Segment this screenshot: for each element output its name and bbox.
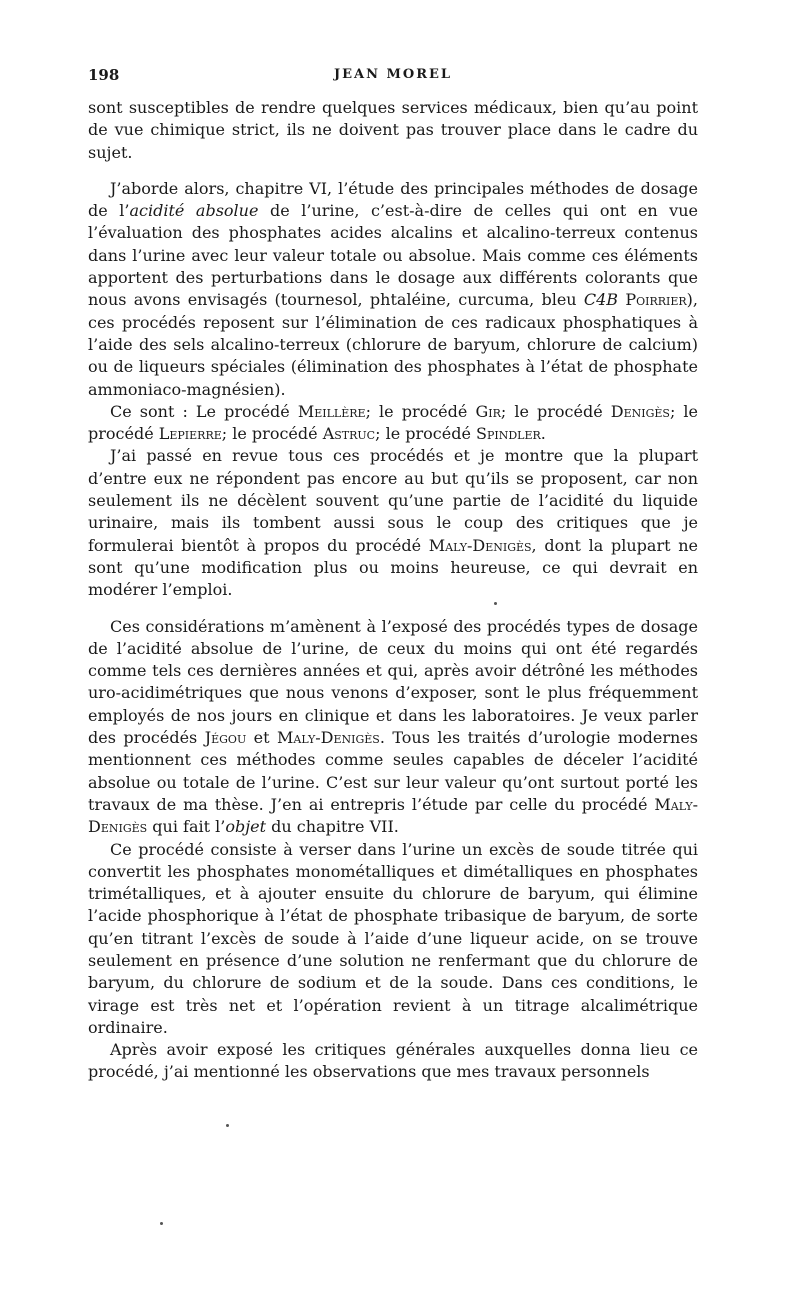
emphasis: acidité absolue [129, 201, 259, 221]
author-name: Lepierre [158, 424, 222, 444]
paper-speck [226, 1124, 229, 1127]
author-name: Poirrier [625, 290, 687, 310]
page-header [88, 66, 698, 88]
running-title: JEAN MOREL [333, 67, 453, 82]
author-name: Denigès [610, 401, 670, 421]
page-number: 198 [88, 66, 120, 84]
emphasis: C4B [583, 290, 619, 310]
paragraph: J’ai passé en revue tous ces procédés et je montre que la plupart d’entre eux ne répondent pas encore au but qu’ils se proposent, car non seulement ils ne décèlent souvent qu’une partie de l’acidité du liquide urinaire, mais ils tombent aussi sous le coup des critiques que je formulerai bientôt à propos du procédé Maly-Denigès, dont la plupart ne sont qu’une modification plus ou moins heureuse, ce qui devrait en modérer l’emploi. [88, 446, 698, 600]
paragraph: Ces considérations m’amènent à l’exposé des procédés types de dosage de l’acidité absolue de l’urine, de ceux du moins qui ont été regardés comme tels ces dernières années et qui, après avoir détrôné les méthodes uro-acidimétriques que nous venons d’exposer, sont le plus fréquemment employés de nos jours en clinique et dans les laboratoires. Je veux parler des procédés Jégou et Maly-Denigès. Tous les traités d’urologie modernes mentionnent ces méthodes comme seules capables de déceler l’acidité absolue ou totale de l’urine. C’est sur leur valeur qu’ont surtout porté les travaux de ma thèse. J’en ai entrepris l’étude par celle du procédé Maly-Denigès qui fait l’objet du chapitre VII. [88, 616, 699, 837]
author-name: Meillère [297, 401, 366, 421]
paper-speck [494, 602, 497, 605]
author-name: Gir [475, 401, 501, 421]
paragraph: Ce procédé consiste à verser dans l’urine un excès de soude titrée qui convertit les phosphates monométalliques et dimétalliques en phosphates trimétalliques, et à ajouter ensuite du chlorure de baryum, qui élimine l’acide phosphorique à l’état de phosphate tribasique de baryum, de sorte qu’en titrant l’excès de soude à l’aide d’une liqueur acide, on se trouve seulement en présence d’une solution ne renfermant que du chlorure de baryum, du chlorure de sodium et de la soude. Dans ces conditions, le virage est très net et l’opération revient à un titrage alcalimétrique ordinaire. [88, 839, 698, 1037]
paragraph: Après avoir exposé les critiques générales auxquelles donna lieu ce procédé, j’ai mentionné les observations que mes travaux personnels [88, 1040, 698, 1082]
paragraph: sont susceptibles de rendre quelques services médicaux, bien qu’au point de vue chimique strict, ils ne doivent pas trouver place dans le cadre du sujet. [88, 98, 698, 162]
paper-speck [160, 1222, 163, 1225]
author-name: Spindler [476, 424, 541, 444]
author-name: Astruc [322, 424, 376, 444]
paragraph: J’aborde alors, chapitre VI, l’étude des principales méthodes de dosage de l’acidité absolue de l’urine, c’est-à-dire de celles qui ont en vue l’évaluation des phosphates acides alcalins et alcalino-terreux contenus dans l’urine avec leur valeur totale ou absolue. Mais comme ces éléments apportent des perturbations dans le dosage aux différents colorants que nous avons envisagés (tournesol, phtaléine, curcuma, bleu C4B Poirrier), ces procédés reposent sur l’élimination de ces radicaux phosphatiques à l’aide des sels alcalino-terreux (chlorure de baryum, chlorure de calcium) ou de liqueurs spéciales (élimination des phosphates à l’état de phosphate ammoniaco-magnésien). [88, 178, 698, 399]
author-name: Jégou [204, 728, 247, 748]
emphasis: objet [225, 817, 267, 837]
paragraph: Ce sont : Le procédé Meillère; le procédé Gir; le procédé Denigès; le procédé Lepierre; le procédé Astruc; le procédé Spindler. [88, 401, 699, 444]
author-name: Maly-Denigès [88, 794, 698, 837]
author-name: Maly-Denigès [277, 728, 380, 748]
body-text [88, 97, 698, 1084]
author-name: Maly-Denigès [428, 535, 532, 555]
